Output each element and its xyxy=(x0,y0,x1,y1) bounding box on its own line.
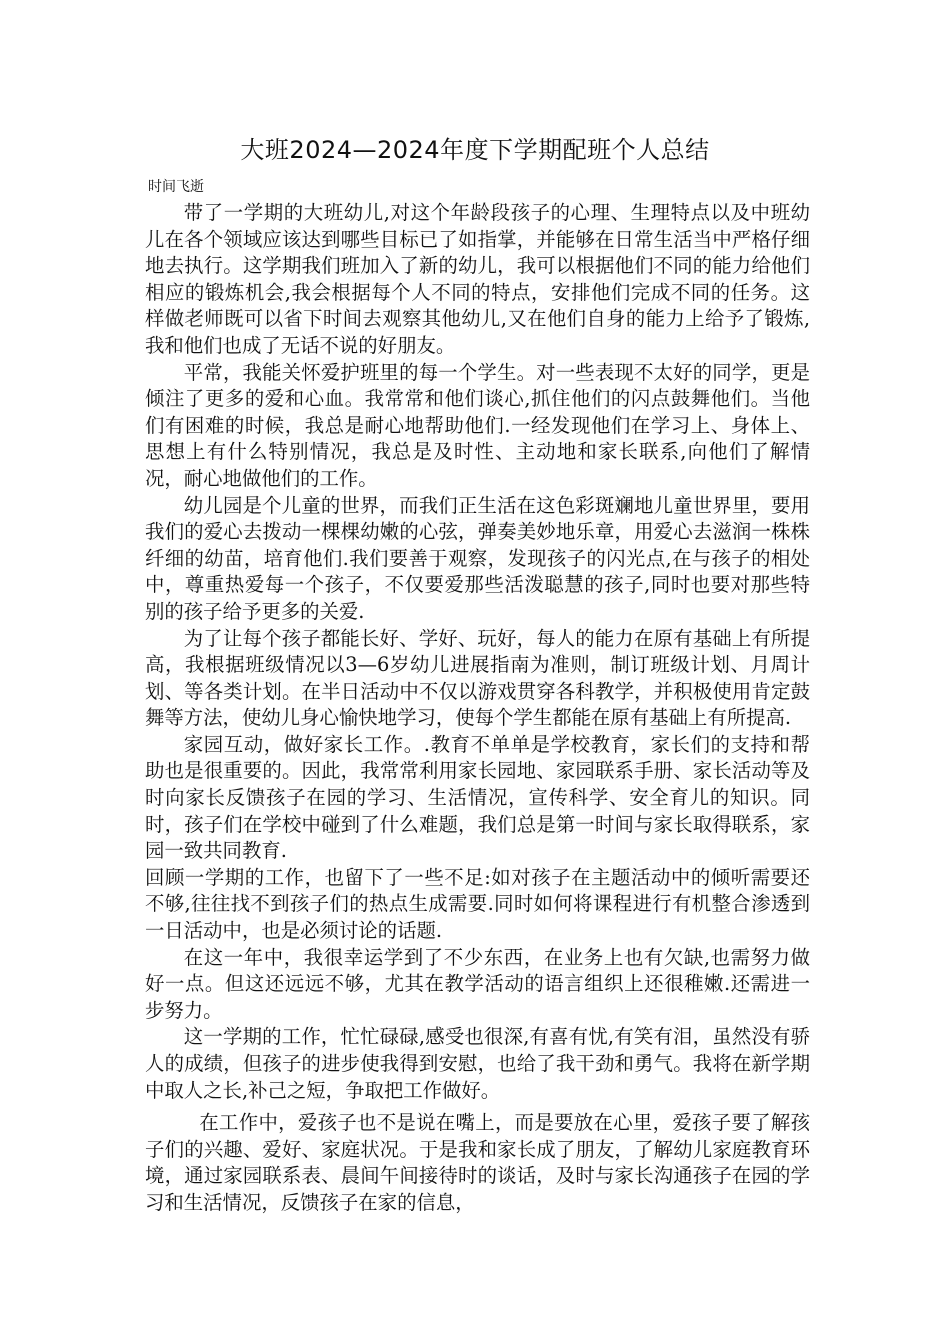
paragraph-5: 家园互动，做好家长工作。.教育不单单是学校教育，家长们的支持和帮助也是很重要的。因此，我常常利用家长园地、家园联系手册、家长活动等及时向家长反馈孩子在园的学习、生活情况，宣传科学、安全育儿的知识。同时，孩子们在学校中碰到了什么难题，我们总是第一时间与家长取得联系，家园一致共同教育. xyxy=(145,732,810,863)
paragraph-9: 在工作中，爱孩子也不是说在嘴上，而是要放在心里，爱孩子要了解孩子们的兴趣、爱好、家庭状况。于是我和家长成了朋友，了解幼儿家庭教育环境，通过家园联系表、晨间午间接待时的谈话，及时与家长沟通孩子在园的学习和生活情况，反馈孩子在家的信息， xyxy=(145,1111,810,1214)
paragraph-1: 带了一学期的大班幼儿,对这个年龄段孩子的心理、生理特点以及中班幼儿在各个领域应该达到哪些目标已了如指掌，并能够在日常生活当中严格仔细地去执行。这学期我们班加入了新的幼儿，我可以根据他们不同的能力给他们相应的锻炼机会,我会根据每个人不同的特点，安排他们完成不同的任务。这样做老师既可以省下时间去观察其他幼儿,又在他们自身的能力上给予了锻炼,我和他们也成了无话不说的好朋友。 xyxy=(145,201,810,357)
paragraph-2: 平常，我能关怀爱护班里的每一个学生。对一些表现不太好的同学，更是倾注了更多的爱和心血。我常常和他们谈心,抓住他们的闪点鼓舞他们。当他们有困难的时候，我总是耐心地帮助他们.一经发现他们在学习上、身体上、思想上有什么特别情况，我总是及时性、主动地和家长联系,向他们了解情况，耐心地做他们的工作。 xyxy=(145,360,810,490)
paragraph-3: 幼儿园是个儿童的世界，而我们正生活在这色彩斑斓地儿童世界里，要用我们的爱心去拨动一棵棵幼嫩的心弦，弹奏美妙地乐章，用爱心去滋润一株株纤细的幼苗，培育他们.我们要善于观察，发现孩子的闪光点,在与孩子的相处中，尊重热爱每一个孩子，不仅要爱那些活泼聪慧的孩子,同时也要对那些特别的孩子给予更多的关爱. xyxy=(145,493,810,623)
paragraph-8: 这一学期的工作，忙忙碌碌,感受也很深,有喜有忧,有笑有泪，虽然没有骄人的成绩，但孩子的进步使我得到安慰，也给了我干劲和勇气。我将在新学期中取人之长,补己之短，争取把工作做好。 xyxy=(145,1025,810,1102)
paragraph-7: 在这一年中，我很幸运学到了不少东西，在业务上也有欠缺,也需努力做好一点。但这还远远不够，尤其在教学活动的语言组织上还很稚嫩.还需进一步努力。 xyxy=(145,945,810,1022)
paragraph-6: 回顾一学期的工作，也留下了一些不足:如对孩子在主题活动中的倾听需要还不够,往往找不到孩子们的热点生成需要.同时如何将课程进行有机整合渗透到一日活动中，也是必须讨论的话题. xyxy=(145,865,810,943)
paragraph-4: 为了让每个孩子都能长好、学好、玩好，每人的能力在原有基础上有所提高，我根据班级情况以3—6岁幼儿进展指南为准则，制订班级计划、月周计划、等各类计划。在半日活动中不仅以游戏贯穿各科教学，并积极使用肯定鼓舞等方法，使幼儿身心愉快地学习，使每个学生都能在原有基础上有所提高. xyxy=(145,626,810,730)
document-body xyxy=(145,200,810,1217)
document-subtitle: 时间飞逝 xyxy=(148,179,204,195)
document-title: 大班2024—2024年度下学期配班个人总结 xyxy=(240,136,710,164)
